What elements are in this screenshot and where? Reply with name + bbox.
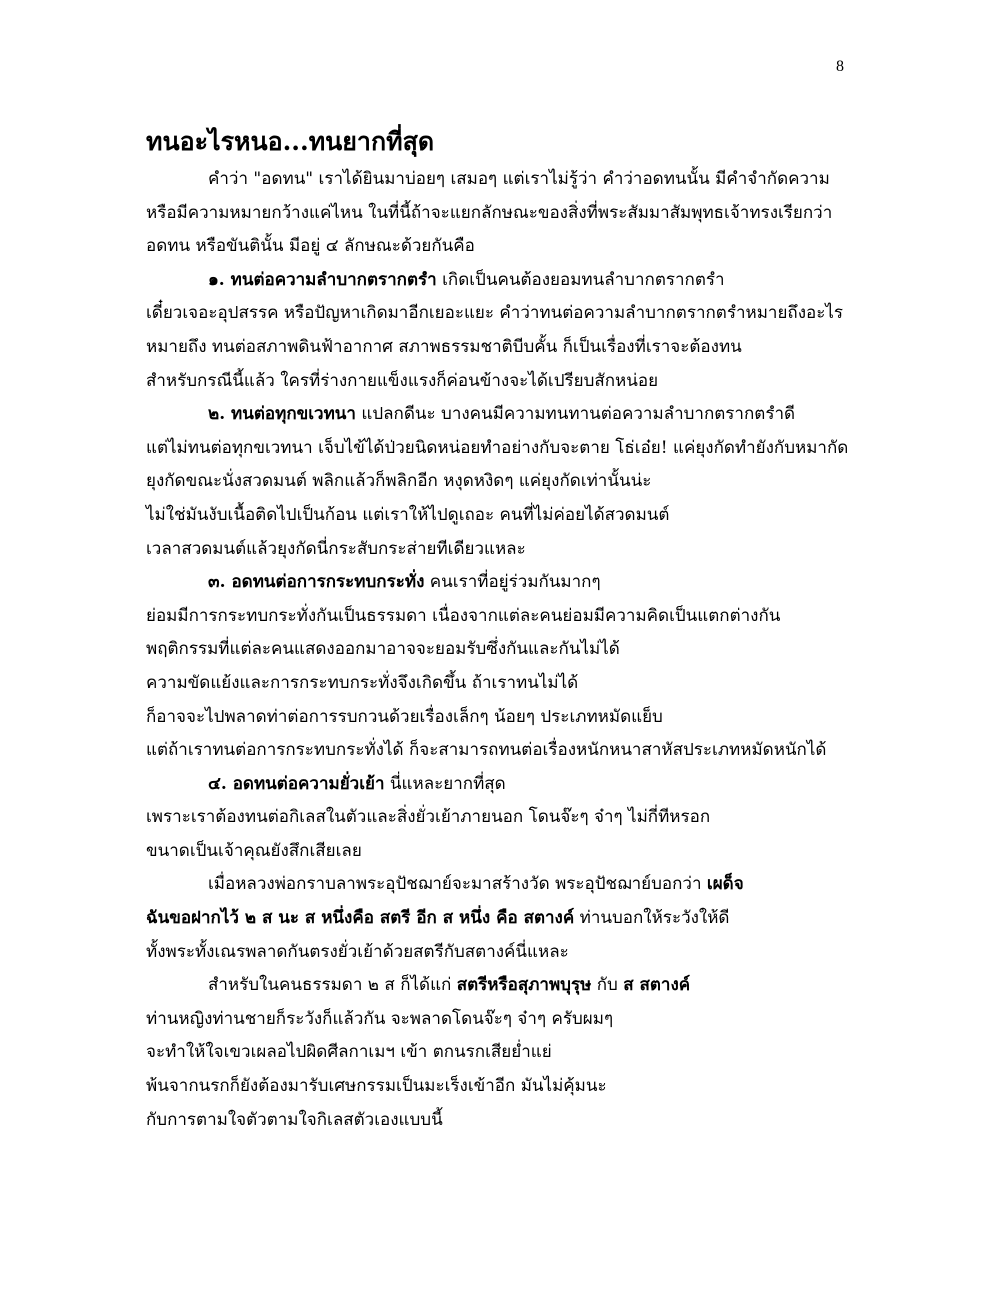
bold-text-segment: สตรีหรือสุภาพบุรุษ (456, 975, 592, 996)
text-line (146, 533, 856, 567)
text-line (146, 230, 856, 264)
bold-text-segment: ส สตางค์ (623, 975, 691, 996)
text-line (146, 566, 856, 600)
text-line (146, 264, 856, 298)
bold-text-segment: ๑. ทนต่อความลำบากตรากตรำ (208, 269, 437, 290)
text-segment: พฤติกรรมที่แต่ละคนแสดงออกมาอาจจะยอมรับซึ่งกันและกันไม่ได้ (146, 639, 620, 660)
text-segment: ก็อาจจะไปพลาดท่าต่อการรบกวนด้วยเรื่องเล็กๆ น้อยๆ ประเภทหมัดแย็บ (146, 706, 663, 727)
bold-text-segment: ๒. ทนต่อทุกขเวทนา (208, 404, 356, 425)
text-segment: ทั้งพระทั้งเณรพลาดกันตรงยั่วเย้าด้วยสตรีกับสตางค์นี่แหละ (146, 941, 569, 962)
text-line (146, 633, 856, 667)
text-segment: ไม่ใช่มันงับเนื้อติดไปเป็นก้อน แต่เราให้ไปดูเถอะ คนที่ไม่ค่อยได้สวดมนต์ (146, 504, 670, 525)
text-segment: สำหรับในคนธรรมดา ๒ ส ก็ได้แก่ (208, 975, 457, 996)
text-segment: กับ (591, 975, 624, 996)
page-title: ทนอะไรหนอ...ทนยากที่สุด (146, 127, 435, 156)
text-line (146, 1003, 856, 1037)
page-number: 8 (836, 58, 844, 75)
text-line (146, 499, 856, 533)
text-segment: ความขัดแย้งและการกระทบกระทั่งจึงเกิดขึ้น ถ้าเราทนไม่ได้ (146, 672, 579, 693)
text-line (146, 1070, 856, 1104)
text-segment: พ้นจากนรกก็ยังต้องมารับเศษกรรมเป็นมะเร็งเข้าอีก มันไม่คุ้มนะ (146, 1076, 607, 1097)
text-segment: ท่านบอกให้ระวังให้ดี (574, 908, 730, 929)
text-segment: ขนาดเป็นเจ้าคุณยังสึกเสียเลย (146, 840, 362, 861)
text-line (146, 432, 856, 466)
text-line (146, 297, 856, 331)
text-line (146, 398, 856, 432)
bold-text-segment: เผด็จ (706, 874, 744, 895)
text-line (146, 465, 856, 499)
text-segment: สำหรับกรณีนี้แล้ว ใครที่ร่างกายแข็งแรงก็ค่อนข้างจะได้เปรียบสักหน่อย (146, 370, 659, 391)
text-segment: เพราะเราต้องทนต่อกิเลสในตัวและสิ่งยั่วเย้าภายนอก โดนจ๊ะๆ จ๋าๆ ไม่กี่ทีหรอก (146, 807, 711, 828)
text-line (146, 1104, 856, 1138)
text-line (146, 734, 856, 768)
text-line (146, 936, 856, 970)
text-segment: อดทน หรือขันตินั้น มีอยู่ ๔ ลักษณะด้วยกันคือ (146, 236, 475, 257)
text-segment: แต่ถ้าเราทนต่อการกระทบกระทั่งได้ ก็จะสามารถทนต่อเรื่องหนักหนาสาหัสประเภทหมัดหนักได้ (146, 740, 827, 761)
text-line (146, 801, 856, 835)
text-segment: เมื่อหลวงพ่อกราบลาพระอุปัชฌาย์จะมาสร้างวัด พระอุปัชฌาย์บอกว่า (208, 874, 707, 895)
text-segment: ยุงกัดขณะนั่งสวดมนต์ พลิกแล้วก็พลิกอีก หงุดหงิดๆ แค่ยุงกัดเท่านั้นน่ะ (146, 471, 652, 492)
text-segment: คนเราที่อยู่ร่วมกันมากๆ (424, 572, 601, 593)
text-segment: ย่อมมีการกระทบกระทั่งกันเป็นธรรมดา เนื่องจากแต่ละคนย่อมมีความคิดเป็นแตกต่างกัน (146, 605, 781, 626)
text-line (146, 667, 856, 701)
text-segment: คำว่า "อดทน" เราได้ยินมาบ่อยๆ เสมอๆ แต่เราไม่รู้ว่า คำว่าอดทนนั้น มีคำจำกัดความ (208, 169, 830, 189)
text-segment: เดี๋ยวเจอะอุปสรรค หรือปัญหาเกิดมาอีกเยอะแยะ คำว่าทนต่อความลำบากตรากตรำหมายถึงอะไร (146, 303, 844, 324)
text-line (146, 331, 856, 365)
text-segment: แต่ไม่ทนต่อทุกขเวทนา เจ็บไข้ได้ป่วยนิดหน่อยทำอย่างกับจะตาย โธ่เอ๋ย! แค่ยุงกัดทำยังกับหมากัด (146, 437, 849, 458)
text-segment: แปลกดีนะ บางคนมีความทนทานต่อความลำบากตรากตรำดี (355, 404, 796, 425)
text-line (146, 768, 856, 802)
text-line (146, 868, 856, 902)
text-line (146, 600, 856, 634)
bold-text-segment: ฉันขอฝากไว้ ๒ ส นะ ส หนึ่งคือ สตรี อีก ส หนึ่ง คือ สตางค์ (146, 908, 575, 929)
text-line (146, 835, 856, 869)
text-segment: เกิดเป็นคนต้องยอมทนลำบากตรากตรำ (436, 269, 725, 290)
text-segment: หรือมีความหมายกว้างแค่ไหน ในที่นี้ถ้าจะแยกลักษณะของสิ่งที่พระสัมมาสัมพุทธเจ้าทรงเรียกว่า (146, 202, 833, 223)
bold-text-segment: ๔. อดทนต่อความยั่วเย้า (208, 773, 385, 794)
body-text (146, 163, 856, 1137)
text-segment: จะทำให้ใจเขวเผลอไปผิดศีลกาเมฯ เข้า ตกนรกเสียย่ำแย่ (146, 1042, 552, 1063)
text-line (146, 902, 856, 936)
text-segment: หมายถึง ทนต่อสภาพดินฟ้าอากาศ สภาพธรรมชาติบีบคั้น ก็เป็นเรื่องที่เราจะต้องทน (146, 336, 742, 357)
text-line (146, 969, 856, 1003)
text-segment: กับการตามใจตัวตามใจกิเลสตัวเองแบบนี้ (146, 1109, 443, 1130)
text-line (146, 365, 856, 399)
text-segment: ท่านหญิงท่านชายก็ระวังก็แล้วกัน จะพลาดโดนจ๊ะๆ จ๋าๆ ครับผมๆ (146, 1008, 614, 1029)
text-line (146, 1036, 856, 1070)
text-line (146, 701, 856, 735)
bold-text-segment: ๓. อดทนต่อการกระทบกระทั่ง (208, 572, 425, 593)
text-segment: เวลาสวดมนต์แล้วยุงกัดนี่กระสับกระส่ายทีเดียวแหละ (146, 538, 526, 559)
text-line (146, 197, 856, 231)
text-line (146, 163, 856, 197)
text-segment: นี่แหละยากที่สุด (384, 773, 506, 794)
